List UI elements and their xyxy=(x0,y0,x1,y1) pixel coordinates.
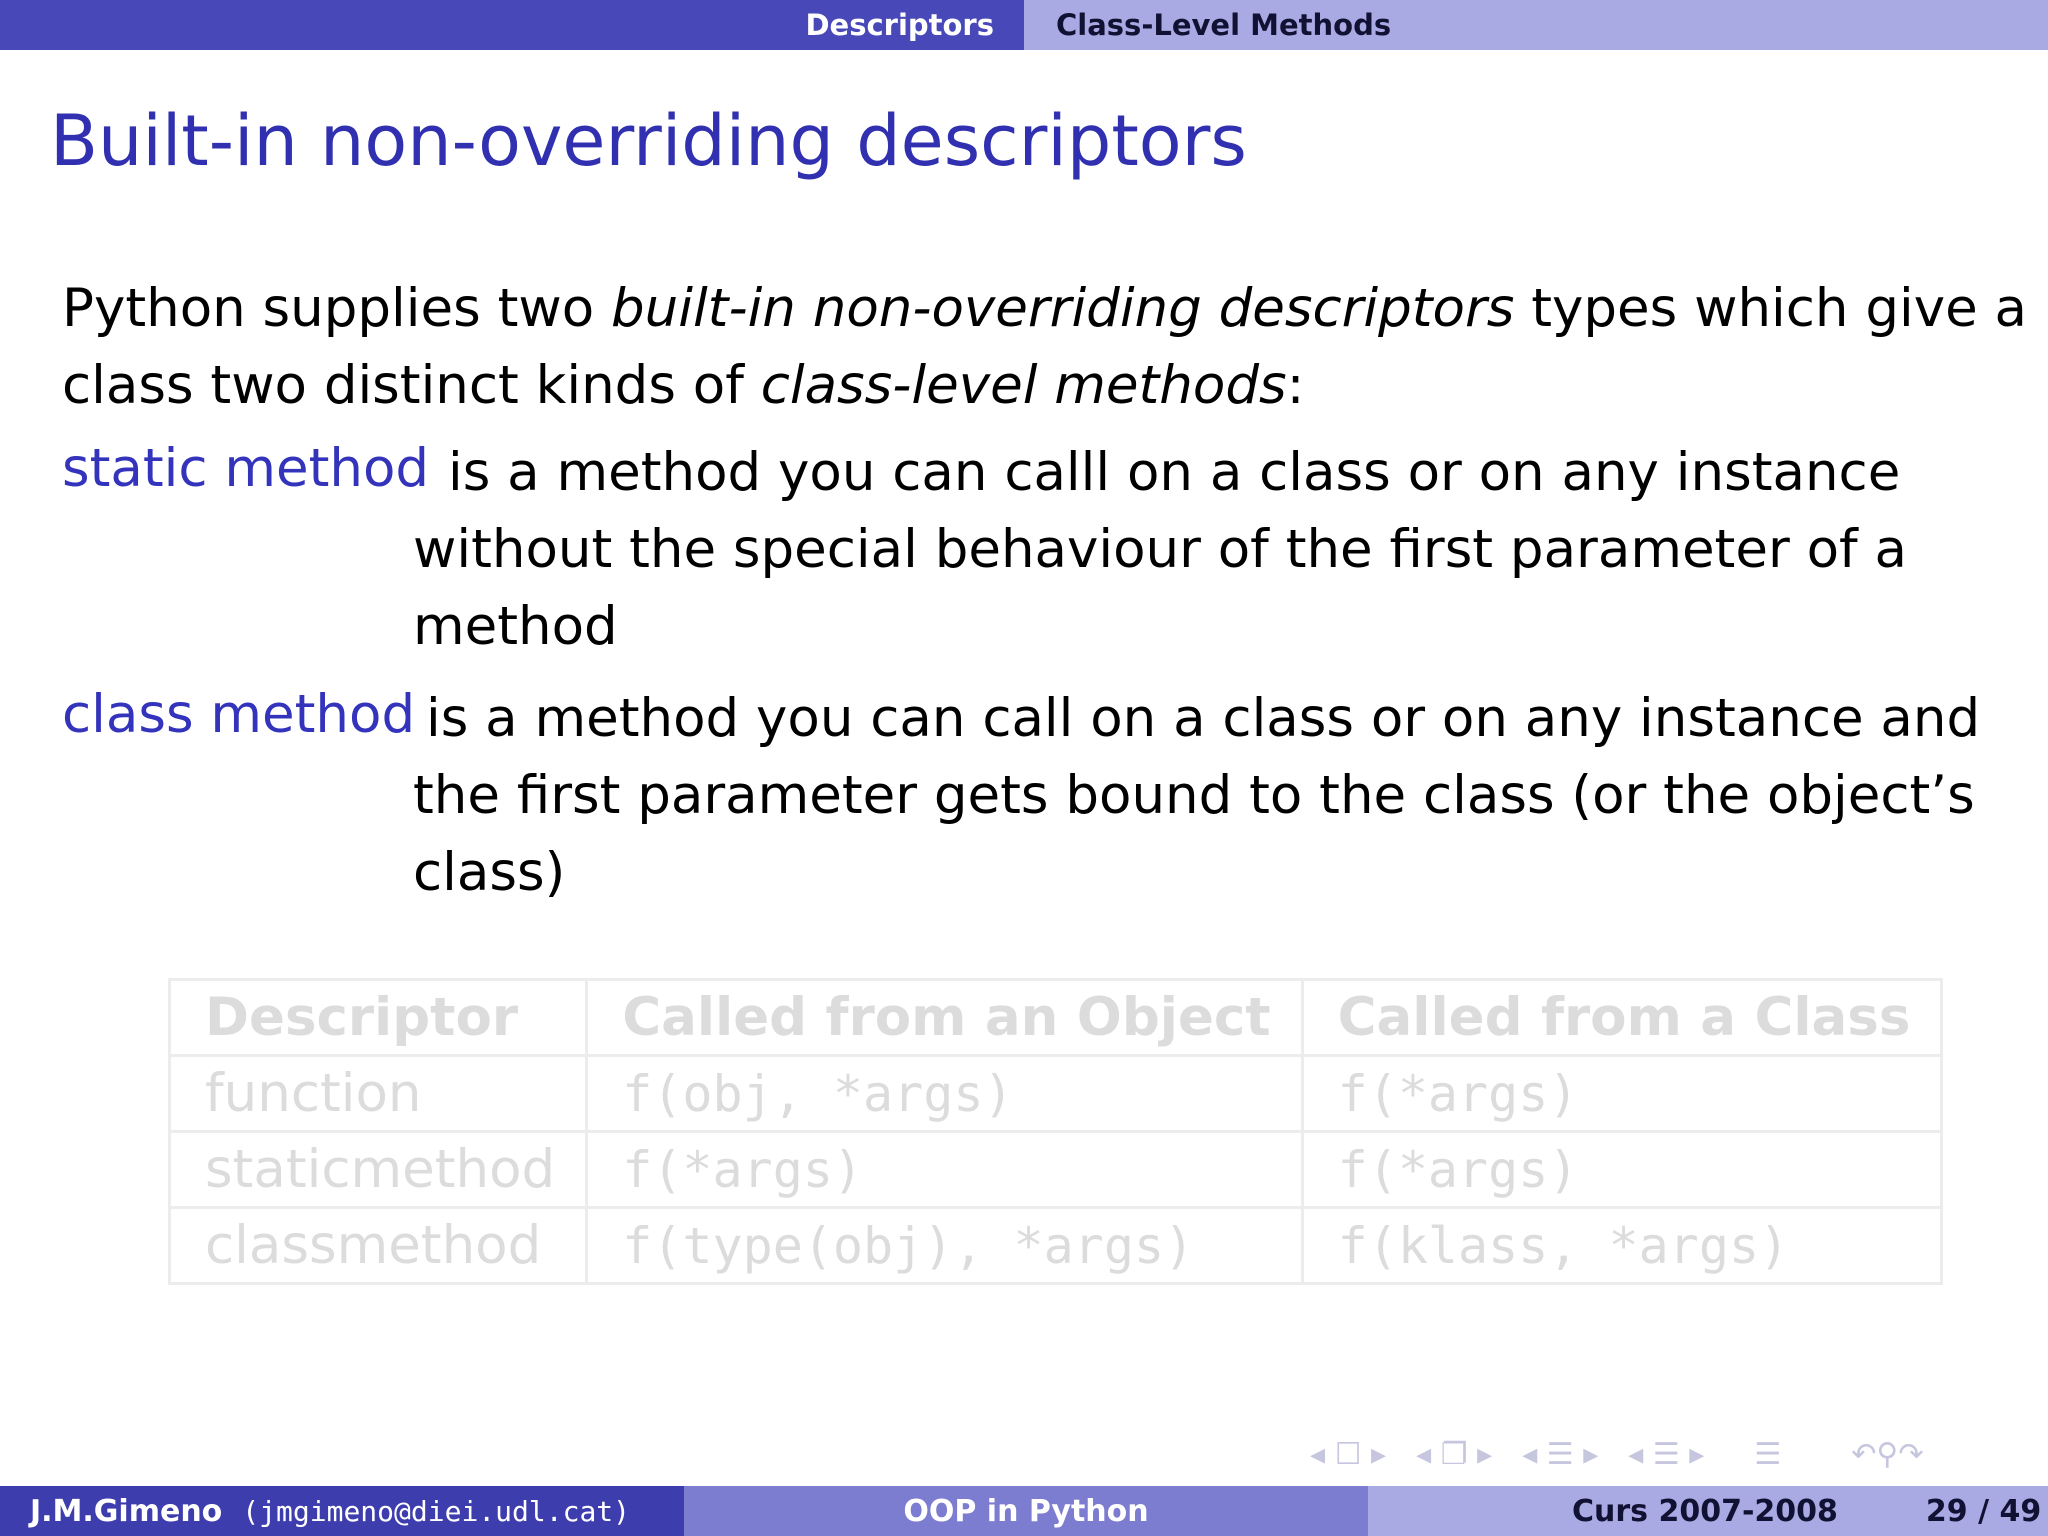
slide-title: Built-in non-overriding descriptors xyxy=(50,100,1247,182)
footer-author: J.M.Gimeno xyxy=(30,1493,223,1529)
footer-talk-title: OOP in Python xyxy=(684,1486,1368,1536)
nav-frame-icon[interactable]: ◂ ☐ ▸ xyxy=(1310,1436,1387,1472)
footer-info-area xyxy=(1368,1486,2048,1536)
table-header-row xyxy=(170,980,1942,1056)
table-cell: f(obj, *args) xyxy=(587,1056,1302,1132)
header-section-link[interactable]: Descriptors xyxy=(805,8,994,42)
table-row xyxy=(170,1208,1942,1284)
footer-course: Curs 2007-2008 xyxy=(1572,1493,1838,1529)
table-cell: function xyxy=(170,1056,587,1132)
table-cell: f(klass, *args) xyxy=(1302,1208,1942,1284)
intro-text-2: types which give a xyxy=(1514,278,2028,339)
table-cell: f(*args) xyxy=(587,1132,1302,1208)
nav-search-icon[interactable]: ↶⚲↷ xyxy=(1851,1436,1924,1472)
table-cell: staticmethod xyxy=(170,1132,587,1208)
nav-section-icon[interactable]: ◂ ☰ ▸ xyxy=(1522,1436,1599,1472)
nav-subsection-icon[interactable]: ◂ ❐ ▸ xyxy=(1416,1436,1493,1472)
descriptor-table xyxy=(168,978,1943,1285)
definition-line: method xyxy=(413,596,618,657)
intro-text-3: class two distinct kinds of xyxy=(62,355,761,416)
definition-line: without the special behaviour of the first parameter of a xyxy=(413,519,1907,580)
table-cell: classmethod xyxy=(170,1208,587,1284)
definition-term-static: static method xyxy=(62,438,430,499)
table-header-cell: Called from an Object xyxy=(587,980,1302,1056)
header-subsection-link[interactable]: Class-Level Methods xyxy=(1056,8,1392,42)
table-header-cell: Descriptor xyxy=(170,980,587,1056)
definition-line: class) xyxy=(413,842,566,903)
header-subsection-area xyxy=(1024,0,2048,50)
table-cell: f(*args) xyxy=(1302,1056,1942,1132)
table-header-cell: Called from a Class xyxy=(1302,980,1942,1056)
footer-email: (jmgimeno@diei.udl.cat) xyxy=(242,1494,631,1528)
table-cell: f(*args) xyxy=(1302,1132,1942,1208)
definition-line: is a method you can call on a class or on any instance and xyxy=(426,688,1981,749)
header-bar xyxy=(0,0,2048,50)
intro-text-4: : xyxy=(1286,355,1305,416)
table-cell: f(type(obj), *args) xyxy=(587,1208,1302,1284)
intro-emphasis-1: built-in non-overriding descriptors xyxy=(610,278,1515,339)
table-row xyxy=(170,1132,1942,1208)
navigation-symbols xyxy=(1310,1434,2030,1474)
intro-paragraph xyxy=(62,270,2028,424)
definition-term-class: class method xyxy=(62,684,416,745)
footer-bar xyxy=(0,1486,2048,1536)
nav-subsubsection-icon[interactable]: ◂ ☰ ▸ xyxy=(1628,1436,1705,1472)
footer-page-number: 29 / 49 xyxy=(1925,1493,2042,1529)
nav-toc-icon[interactable]: ☰ xyxy=(1754,1436,1782,1472)
definition-desc-static xyxy=(413,434,1907,665)
definition-line: the first parameter gets bound to the class (or the object’s xyxy=(413,765,1975,826)
intro-text-1: Python supplies two xyxy=(62,278,611,339)
header-section-area xyxy=(0,0,1024,50)
intro-emphasis-2: class-level methods xyxy=(760,355,1287,416)
footer-author-area xyxy=(0,1486,684,1536)
definition-desc-class xyxy=(413,680,1980,911)
table-row xyxy=(170,1056,1942,1132)
definition-line: is a method you can calll on a class or on any instance xyxy=(448,442,1901,503)
